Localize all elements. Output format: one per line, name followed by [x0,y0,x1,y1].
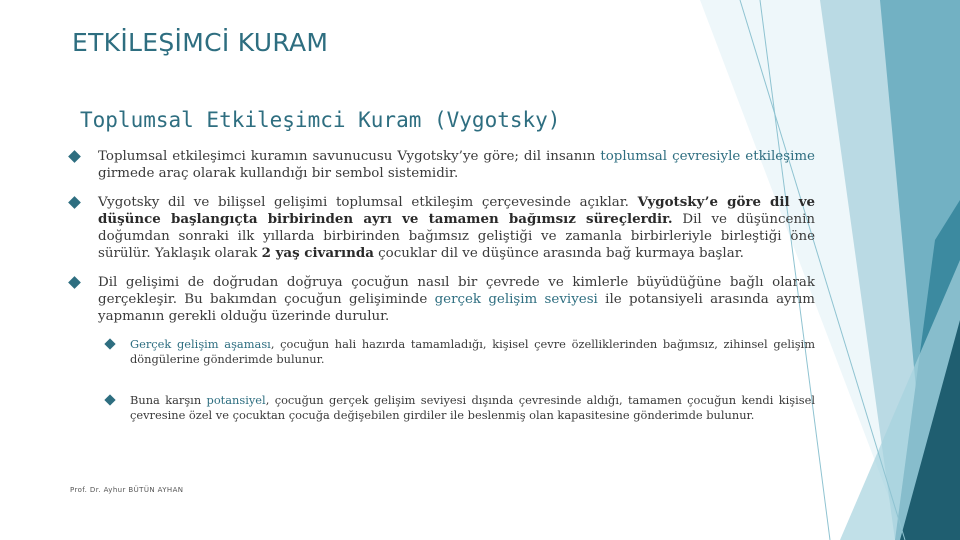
bullet-3-text-end: ile potansiyeli arasında ayrım yapmanın gerekli olduğu üzerinde durulur. [98,292,816,324]
bullet-1-highlight: toplumsal çevresiyle etkileşime [600,149,815,164]
bullet-3-text: Dil gelişimi de doğrudan doğruya çocuğun nasıl bir çevrede ve kimlerle büyüdüğüne bağlı olarak gerçekleşir. Bu bakımdan çocuğun gelişiminde [98,275,815,307]
bullet-2-bold: Vygotsky’e göre dil ve düşünce başlangıçta birbirinden ayrı ve tamamen bağımsız süreçlerdir. [98,194,816,227]
content-body [70,148,815,449]
sub-bullet-2-text: Buna karşın [130,393,207,407]
sub-bullet-1-highlight: Gerçek gelişim aşaması [130,337,271,351]
bullet-2-text-end: çocuklar dil ve düşünce arasında bağ kurmaya başlar. [373,246,744,261]
sub-bullet-2-highlight: potansiyel [206,393,266,407]
diamond-bullet-icon [68,276,81,289]
diamond-bullet-icon [68,196,81,209]
slide-subtitle: Toplumsal Etkileşimci Kuram (Vygotsky) [80,108,561,132]
bullet-1-text-end: girmede araç olarak kullandığı bir sembol sistemidir. [98,166,459,181]
diamond-bullet-icon [104,394,115,405]
bullet-2 [70,194,815,262]
sub-bullet-1-text: , çocuğun hali hazırda tamamladığı, kişisel çevre özelliklerinden bağımsız, zihinsel gelişim döngülerine gönderimde bulunur. [130,337,815,366]
sub-bullet-2 [106,393,815,423]
diamond-bullet-icon [104,338,115,349]
bullet-3-highlight: gerçek gelişim seviyesi [434,292,598,307]
sub-bullet-2-text-end: , çocuğun gerçek gelişim seviyesi dışında çevresinde aldığı, tamamen çocuğun kendi kişisel çevresine özel ve çocuktan çocuğa değişebilen girdiler ile beslenmiş olan kapasitesine gönderimde bulunur. [130,393,815,422]
bullet-2-text: Vygotsky dil ve bilişsel gelişimi toplumsal etkileşim çerçevesinde açıklar. [98,195,638,210]
bullet-2-text-mid: Dil ve düşüncenin doğumdan sonraki ilk yıllarda birbirinden bağımsız geliştiği ve zamanla birbirleriyle birleştiği öne sürülür. Yaklaşık olarak [98,212,815,261]
bullet-2-highlight: 2 yaş civarında [261,245,374,261]
slide-title: ETKİLEŞİMCİ KURAM [72,28,329,57]
diamond-bullet-icon [68,150,81,163]
bullet-3 [70,274,815,325]
bullet-1 [70,148,815,182]
footer-author: Prof. Dr. Ayhur BÜTÜN AYHAN [70,486,184,494]
sub-bullet-1 [106,337,815,367]
bullet-1-text: Toplumsal etkileşimci kuramın savunucusu Vygotsky’ye göre; dil insanın [98,149,601,164]
